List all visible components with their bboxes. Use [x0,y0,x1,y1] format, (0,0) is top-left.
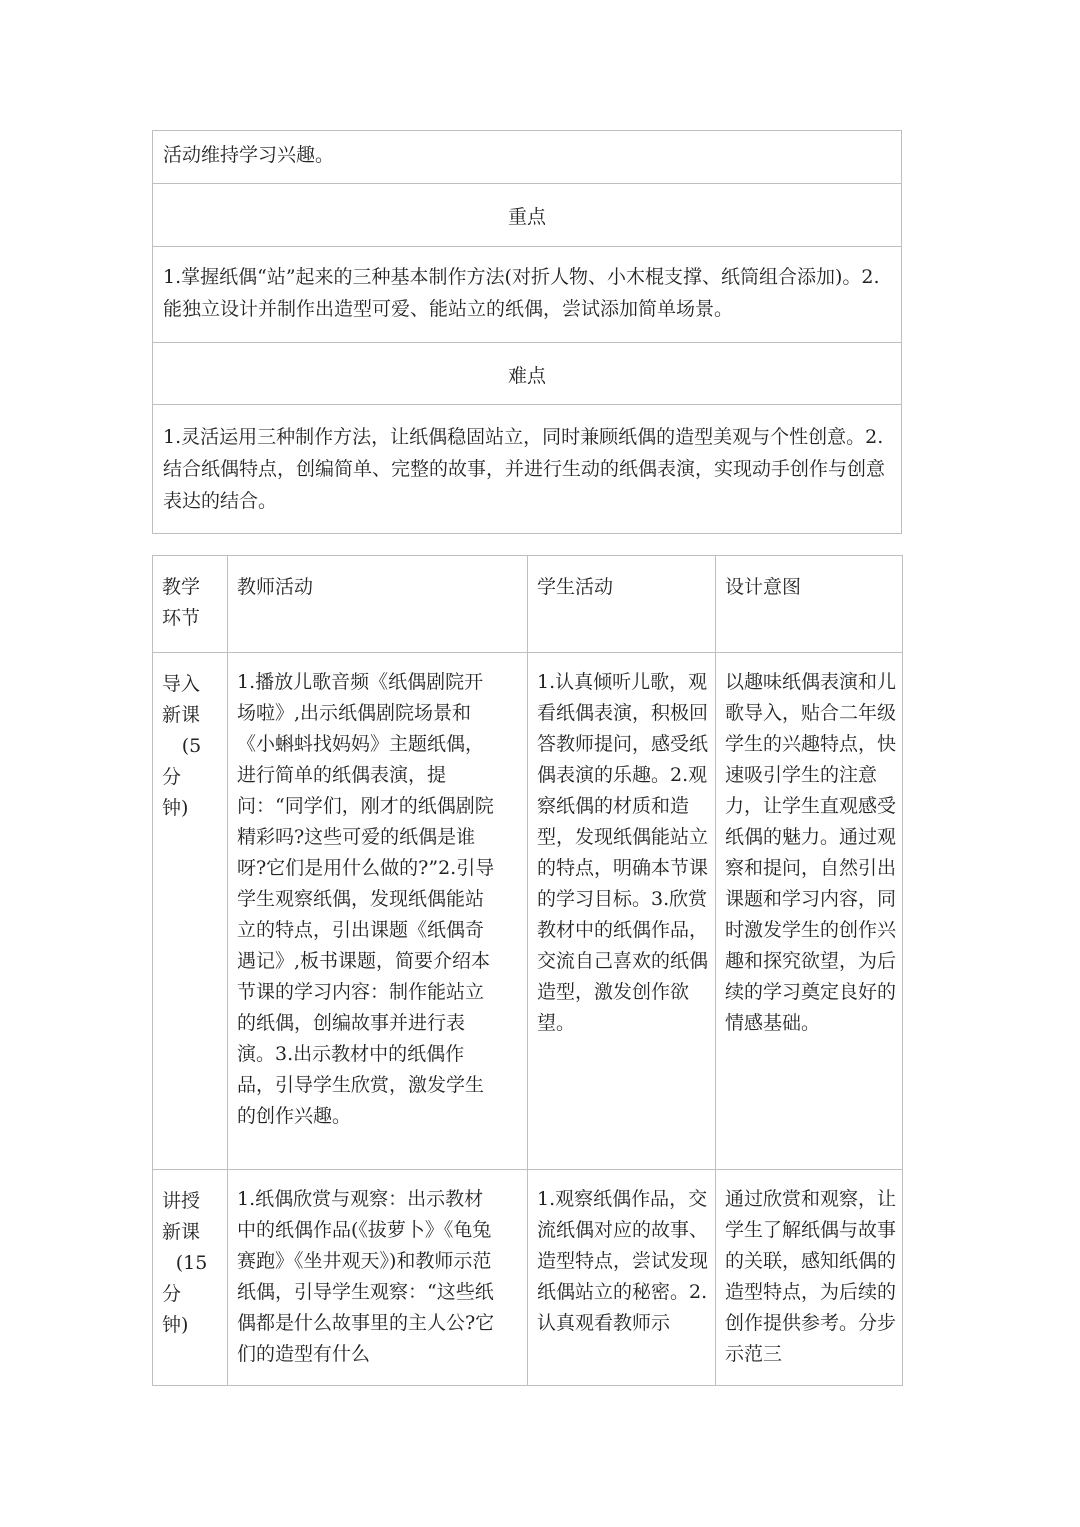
stage-time-part: (5 [181,735,202,757]
stage-time-part: (15 [175,1252,208,1274]
header-teacher [228,556,528,653]
difficulty-heading: 难点 [507,365,546,387]
key-points-text: 1.掌握纸偶“站”起来的三种基本制作方法(对折人物、小木棍支撑、纸筒组合添加)。2.能独立设计并制作出造型可爱、能站立的纸偶，尝试添加简单场景。 [163,266,880,320]
teacher-activity-text: 1.纸偶欣赏与观察：出示教材中的纸偶作品(《拔萝卜》《龟兔赛跑》《坐井观天》)和教师示范纸偶，引导学生观察：“这些纸偶都是什么故事里的主人公?它们的造型有什么 [237,1188,495,1365]
key-points-heading: 重点 [507,206,546,228]
stage-name: 导入新课 [162,673,201,726]
difficulty-cell [153,405,902,534]
stage-time-part: 分 [162,766,182,788]
lesson-process-table [152,555,903,1386]
student-activity-cell [528,653,716,1170]
header-stage-label: 教学环节 [162,576,201,629]
teacher-activity-cell [228,1170,528,1386]
stage-time [153,762,227,824]
student-activity-cell [528,1170,716,1386]
header-student [528,556,716,653]
teacher-activity-cell [228,653,528,1170]
header-intent-label: 设计意图 [725,576,802,598]
table-header-row [153,556,903,653]
design-intent-cell [716,653,903,1170]
continued-text-cell [153,131,902,184]
stage-name: 讲授新课 [162,1190,201,1243]
table-row [153,653,903,1170]
teacher-activity-text: 1.播放儿歌音频《纸偶剧院开场啦》,出示纸偶剧院场景和《小蝌蚪找妈妈》主题纸偶，进行简单的纸偶表演，提问：“同学们，刚才的纸偶剧院精彩吗?这些可爱的纸偶是谁呀?它们是用什么做的?”2.引导学生观察纸偶，发现纸偶能站立的特点，引出课题《纸偶奇遇记》,板书课题，简要介绍本节课的学习内容：制作能站立的纸偶，创编故事并进行表演。3.出示教材中的纸偶作品，引导学生欣赏，激发学生的创作兴趣。 [237,671,495,1127]
stage-time-part: 钟) [162,1314,189,1336]
stage-time-part: 钟) [162,797,189,819]
header-student-label: 学生活动 [537,576,614,598]
difficulty-text: 1.灵活运用三种制作方法，让纸偶稳固站立，同时兼顾纸偶的造型美观与个性创意。2.结合纸偶特点，创编简单、完整的故事，并进行生动的纸偶表演，实现动手创作与创意表达的结合。 [163,426,886,512]
table-row [153,1170,903,1386]
design-intent-text: 通过欣赏和观察，让学生了解纸偶与故事的关联，感知纸偶的造型特点，为后续的创作提供参考。分步示范三 [725,1188,897,1365]
design-intent-text: 以趣味纸偶表演和儿歌导入，贴合二年级学生的兴趣特点，快速吸引学生的注意力，让学生直观感受纸偶的魅力。通过观察和提问，自然引出课题和学习内容，同时激发学生的创作兴趣和探究欲望，为后续的学习奠定良好的情感基础。 [725,671,897,1034]
continued-text: 活动维持学习兴趣。 [163,144,335,166]
student-activity-text: 1.认真倾听儿歌，观看纸偶表演，积极回答教师提问，感受纸偶表演的乐趣。2.观察纸偶的材质和造型，发现纸偶能站立的特点，明确本节课的学习目标。3.欣赏教材中的纸偶作品，交流自己喜欢的纸偶造型，激发创作欲望。 [537,671,709,1034]
stage-time [153,1279,227,1341]
header-stage [153,556,228,653]
objectives-table [152,130,902,534]
stage-cell [153,1170,228,1386]
stage-time [153,731,227,762]
stage-time-part: 分 [162,1283,182,1305]
stage-cell [153,653,228,1170]
key-points-heading-cell [153,184,902,247]
header-intent [716,556,903,653]
header-teacher-label: 教师活动 [237,576,314,598]
design-intent-cell [716,1170,903,1386]
key-points-cell [153,247,902,343]
student-activity-text: 1.观察纸偶作品，交流纸偶对应的故事、造型特点，尝试发现纸偶站立的秘密。2.认真观看教师示 [537,1188,709,1334]
difficulty-heading-cell [153,343,902,405]
stage-time [153,1248,227,1279]
